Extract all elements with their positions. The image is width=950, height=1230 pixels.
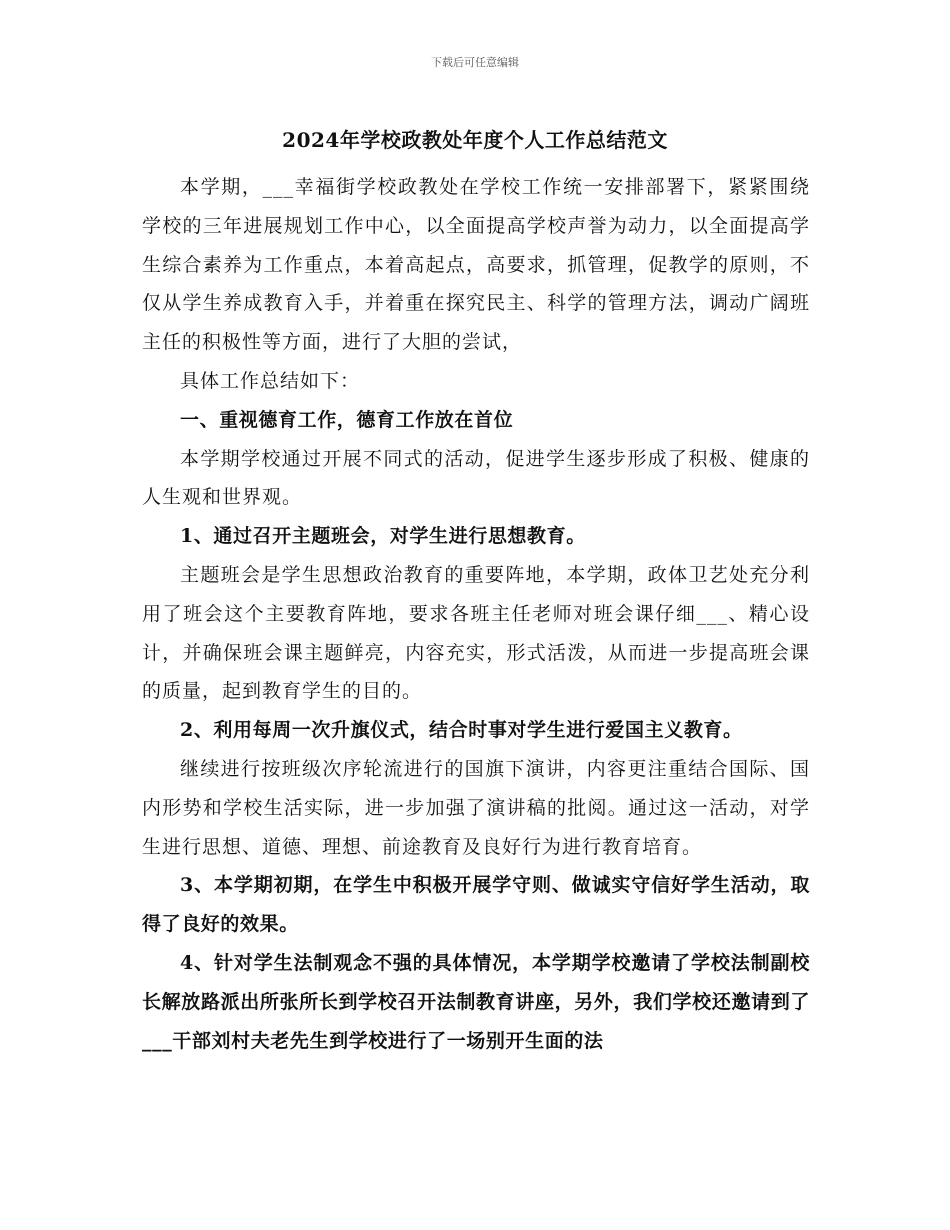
document-body (142, 168, 810, 1060)
subheading-3: 3、本学期初期，在学生中积极开展学守则、做诚实守信好学生活动，取得了良好的效果。 (142, 874, 810, 936)
paragraph-intro: 本学期，___幸福街学校政教处在学校工作统一安排部署下，紧紧围绕学校的三年进展规划工作中心，以全面提高学校声誉为动力，以全面提高学生综合素养为工作重点，本着高起点，高要求，抓管理，促教学的原则，不仅从学生养成教育入手，并着重在探究民主、科学的管理方法，调动广阔班主任的积极性等方面，进行了大胆的尝试， (142, 176, 810, 354)
paragraph-section-1: 本学期学校通过开展不同式的活动，促进学生逐步形成了积极、健康的人生观和世界观。 (142, 447, 810, 509)
document-title: 2024年学校政教处年度个人工作总结范文 (282, 128, 668, 152)
subheading-2: 2、利用每周一次升旗仪式，结合时事对学生进行爱国主义教育。 (180, 719, 743, 742)
paragraph-class-meeting: 主题班会是学生思想政治教育的重要阵地，本学期，政体卫艺处充分利用了班会这个主要教育阵地，要求各班主任老师对班会课仔细___、精心设计，并确保班会课主题鲜亮，内容充实，形式活泼，从而进一步提高班会课的质量，起到教育学生的目的。 (142, 563, 810, 703)
paragraph-summary-lead: 具体工作总结如下： (180, 369, 361, 392)
subheading-1: 1、通过召开主题班会，对学生进行思想教育。 (180, 525, 586, 548)
subheading-4: 4、针对学生法制观念不强的具体情况，本学期学校邀请了学校法制副校长解放路派出所张所长到学校召开法制教育讲座，另外，我们学校还邀请到了___干部刘村夫老先生到学校进行了一场别开生面的法 (142, 951, 810, 1052)
paragraph-flag-ceremony: 继续进行按班级次序轮流进行的国旗下演讲，内容更注重结合国际、国内形势和学校生活实际，进一步加强了演讲稿的批阅。通过这一活动，对学生进行思想、道德、理想、前途教育及良好行为进行教育培育。 (142, 757, 810, 858)
section-heading-1: 一、重视德育工作，德育工作放在首位 (180, 408, 514, 431)
header-note: 下载后可任意编辑 (431, 56, 519, 69)
